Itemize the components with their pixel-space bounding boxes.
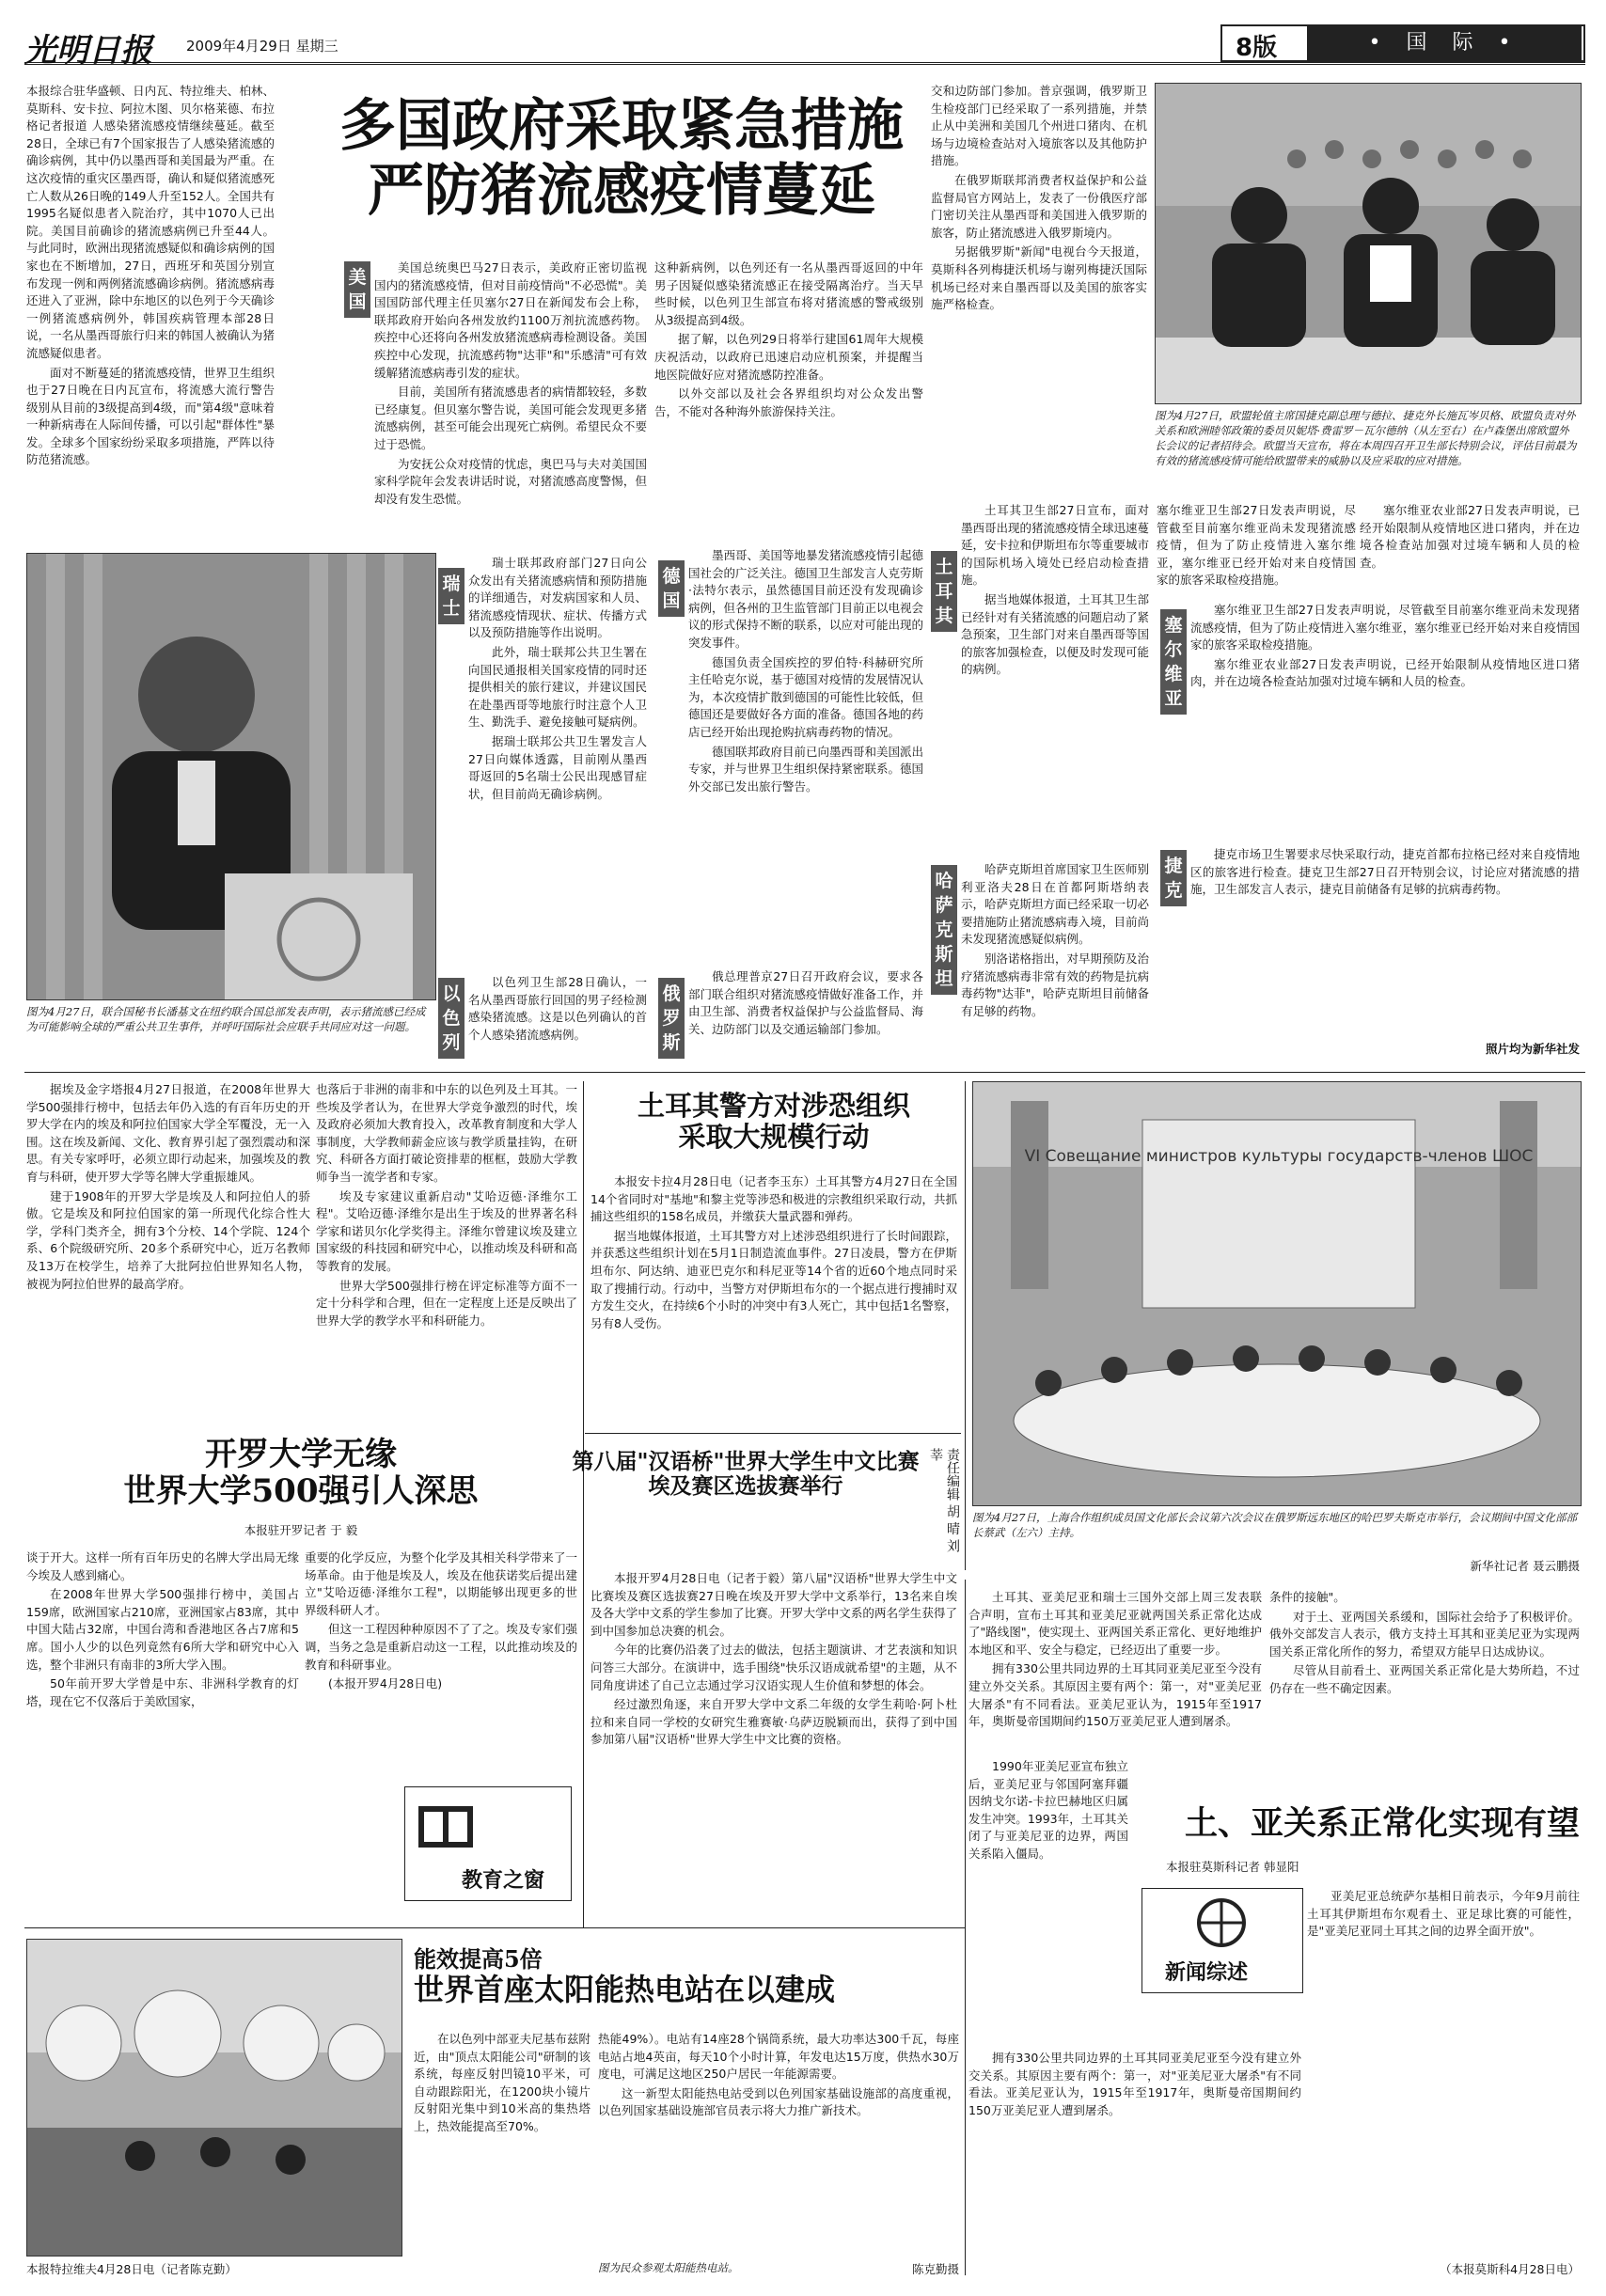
solar-column-2 — [598, 2031, 959, 2247]
israel-column — [468, 974, 647, 1062]
turkey-armenia-paragraph: 对于土、亚两国关系缓和，国际社会给予了积极评价。俄外交部发言人表示，俄方支持土耳其和亚美尼亚为实现两国关系正常化所作的努力，希望双方能早日达成协议。 — [1269, 1609, 1580, 1659]
tag-russia-text: 俄罗斯 — [662, 983, 681, 1053]
divider — [965, 1081, 966, 1570]
lead-paragraph: 塞尔维亚卫生部27日发表声明说，尽管截至目前塞尔维亚尚未发现猪流感疫情，但为了防止疫情进入塞尔维亚，塞尔维亚已经开始对来自疫情国家的旅客采取检疫措施。 — [1157, 503, 1356, 588]
cairo-paragraph: 也落后于非洲的南非和中东的以色列及土耳其。一些埃及学者认为，在世界大学竞争激烈的时代，埃及政府必须加大教育投入，改革教育制度和大学人事制度，大学教师薪金应该与教学质量挂钩，在研究、科研各方面打破论资排辈的框框，鼓励大学教师争当一流学者和专家。 — [316, 1082, 577, 1184]
tag-israel-text: 以色列 — [442, 983, 461, 1053]
solar-column-1 — [414, 2031, 590, 2247]
cairo-paragraph: 50年前开罗大学曾是中东、非洲科学教育的灯塔，现在它不仅落后于美欧国家， — [26, 1676, 299, 1708]
lead-paragraph: 在俄罗斯联邦消费者权益保护和公益监督局官方网站上，发表了一份俄医疗部门密切关注从墨西哥和美国进入俄罗斯的旅客，防止猪流感进入俄罗斯境内。 — [931, 172, 1147, 240]
chinese-bridge-headline — [564, 1450, 927, 1500]
solar-caption: 图为民众参观太阳能热电站。 — [598, 2261, 739, 2274]
sco-photo-credit: 新华社记者 聂云鹏摄 — [1470, 1559, 1580, 1573]
turkey-armenia-column-1 — [968, 1589, 1262, 1749]
cairo-column-3 — [305, 1549, 577, 1775]
lead-column-5 — [1157, 502, 1356, 600]
israel-paragraph: 以色列卫生部28日确认，一名从墨西哥旅行回国的男子经检测感染猪流感。这是以色列确认的首个人感染猪流感病例。 — [468, 975, 647, 1042]
turkey-police-headline — [590, 1091, 957, 1154]
cairo-byline: 本报驻开罗记者 于 毅 — [244, 1523, 358, 1537]
switzerland-paragraph: 据瑞士联邦公共卫生署发言人27日向媒体透露，目前刚从墨西哥返回的5名瑞士公民出现感冒症状，但目前尚无确诊病例。 — [468, 733, 647, 801]
page-tag — [1220, 24, 1585, 62]
chinese-bridge-paragraph: 今年的比赛仍沿袭了过去的做法，包括主题演讲、才艺表演和知识问答三大部分。在演讲中，选手围绕"快乐汉语成就希望"的主题，从不同角度讲述了自己立志通过学习汉语实现人生价值和梦想的体会。 — [590, 1643, 957, 1692]
divider — [24, 1927, 965, 1928]
solar-dateline: 本报特拉维夫4月28日电（记者陈克勤） — [26, 2262, 237, 2276]
section-name: • 国 际 • — [1307, 26, 1582, 60]
kazakhstan-paragraph: 哈萨克斯坦首席国家卫生医师别利亚洛夫28日在首都阿斯塔纳表示，哈萨克斯坦方面已经采取一切必要措施防止猪流感病毒入境，目前尚未发现猪流感疑似病例。 — [961, 862, 1149, 947]
tag-serbia — [1160, 609, 1187, 715]
chinese-bridge-paragraph: 经过激烈角逐，来自开罗大学中文系二年级的女学生莉哈·阿卜杜拉和来自同一学校的女研究生雅赛敏·乌萨迈脱颖而出，获得了到中国参加第八届"汉语桥"世界大学生中文比赛的资格。 — [590, 1697, 957, 1747]
tag-usa-text: 美国 — [348, 267, 367, 312]
tag-usa — [344, 261, 370, 318]
turkey-armenia-headline: 土、亚关系正常化实现有望 — [1184, 1804, 1580, 1843]
turkey-armenia-paragraph: 1990年亚美尼亚宣布独立后，亚美尼亚与邻国阿塞拜疆因纳戈尔诺-卡拉巴赫地区归属发生冲突。1993年，土耳其关闭了与亚美尼亚的边界，两国关系陷入僵局。 — [968, 1759, 1128, 1861]
turkey-armenia-column-3 — [968, 1758, 1128, 2040]
turkey-police-body — [590, 1173, 957, 1429]
turkey-police-headline-line1: 土耳其警方对涉恐组织 — [637, 1090, 910, 1122]
sco-meeting-photo — [972, 1081, 1582, 1506]
russia-continuation — [931, 83, 1147, 496]
divider — [965, 1580, 966, 2275]
germany-column — [688, 547, 923, 942]
cairo-headline — [113, 1437, 489, 1510]
tag-turkey-text: 土耳其 — [935, 557, 953, 626]
lead-paragraph: 这种新病例，以色列还有一名从墨西哥返回的中年男子因疑似感染猪流感正在接受隔离治疗。当天早些时候，以色列卫生部宣布将对猪流感的警戒级别从3级提高到4级。 — [654, 260, 923, 327]
switzerland-column — [468, 555, 647, 968]
lead-paragraph: 以外交部以及社会各界组织均对公众发出警告，不能对各种海外旅游保持关注。 — [654, 386, 923, 418]
cairo-paragraph: 在2008年世界大学500强排行榜中，美国占159席，欧洲国家占210席，亚洲国家占83席，其中中国大陆占32席，中国台湾和香港地区各占7席和5席。国小人少的以色列竟然有6所大学和研究中心入选，整个非洲只有南非的3所大学入围。 — [26, 1587, 299, 1672]
turkey-police-paragraph: 据当地媒体报道，土耳其警方对上述涉恐组织进行了长时间跟踪，并获悉这些组织计划在5月1日制造流血事件。27日凌晨，警方在伊斯坦布尔、阿达纳、迪亚巴克尔和科尼亚等14个省的近60个地点同时采取了搜捕行动。行动中，当警方对伊斯坦布尔的一个据点进行搜捕时双方发生交火，在持续6个小时的冲突中有3人死亡，其中包括1名警察，另有8人受伤。 — [590, 1228, 957, 1330]
germany-paragraph: 德国联邦政府目前已向墨西哥和美国派出专家，并与世界卫生组织保持紧密联系。德国外交部已发出旅行警告。 — [688, 744, 923, 794]
solar-paragraph: 在以色列中部亚夫尼基布兹附近，由"顶点太阳能公司"研制的该系统，每座反射凹镜10平米，可自动跟踪阳光，在1200块小镜片反射阳光集中到10米高的集热塔上，热效能提高至70%。 — [414, 2032, 590, 2133]
serbia-paragraph: 塞尔维亚卫生部27日发表声明说，尽管截至目前塞尔维亚尚未发现猪流感疫情，但为了防止疫情进入塞尔维亚，塞尔维亚已经开始对来自疫情国家的旅客采取检疫措施。 — [1190, 603, 1580, 653]
tag-switzerland-text: 瑞士 — [442, 574, 461, 619]
cairo-headline-line2: 世界大学500强引人深思 — [123, 1472, 479, 1511]
turkey-armenia-paragraph: 亚美尼亚总统萨尔基相日前表示，今年9月前往土耳其伊斯坦布尔观看土、亚足球比赛的可能性，是"亚美尼亚同土耳其之间的边界全面开放"。 — [1307, 1889, 1580, 1939]
education-window-logo — [404, 1786, 572, 1901]
sco-photo-caption: 图为4月27日，上海合作组织成员国文化部长会议第六次会议在俄罗斯远东地区的哈巴罗夫斯克市举行，会议期间中国文化部部长蔡武（左六）主持。 — [972, 1511, 1577, 1539]
kazakhstan-paragraph: 别洛诺格指出，对早期预防及治疗猪流感病毒非常有效的药物是抗病毒药物"达菲"，哈萨克斯坦目前储备有足够的药物。 — [961, 951, 1149, 1018]
photo-credit: 照片均为新华社发 — [1485, 1042, 1580, 1056]
ban-ki-moon-photo — [26, 553, 436, 1000]
chinese-bridge-headline-line2: 埃及赛区选拔赛举行 — [648, 1473, 843, 1500]
turkey-armenia-paragraph: 条件的接触"。 — [1269, 1590, 1346, 1604]
lead-column-3 — [654, 259, 923, 448]
kazakhstan-column — [961, 861, 1149, 1062]
cairo-paragraph: 世界大学500强排行榜在评定标准等方面不一定十分科学和合理，但在一定程度上还是反映出了世界大学的教学水平和科研能力。 — [316, 1278, 577, 1328]
czech-paragraph: 捷克市场卫生署要求尽快采取行动，捷克首都布拉格已经对来自疫情地区的旅客进行检查。捷克卫生部27日召开特别会议，讨论应对猪流感的措施，卫生部发言人表示，捷克目前储备有足够的抗病毒药物。 — [1190, 847, 1580, 897]
cairo-paragraph: 建于1908年的开罗大学是埃及人和阿拉伯人的骄傲。它是埃及和阿拉伯国家的第一所现代化综合性大学，学科门类齐全，拥有3个分校、14个学院、124个系、6个院级研究所、20多个系研究中心，近万名教师及13万在校学生，培养了大批阿拉伯世界知名人物，被视为阿拉伯世界的最高学府。 — [26, 1188, 310, 1291]
solar-credit: 陈克勤摄 — [911, 2262, 959, 2276]
book-icon — [415, 1801, 480, 1857]
ban-ki-moon-photo-image — [27, 554, 435, 999]
eu-press-photo-image — [1156, 84, 1581, 403]
turkey-armenia-dateline: （本报莫斯科4月28日电） — [1440, 2262, 1580, 2276]
tag-israel — [438, 978, 464, 1059]
cairo-paragraph: 谈于开大。这样一所有百年历史的名牌大学出局无缘今埃及人感到痛心。 — [26, 1550, 299, 1582]
usa-column — [374, 259, 647, 542]
germany-paragraph: 墨西哥、美国等地暴发猪流感疫情引起德国社会的广泛关注。德国卫生部发言人克劳斯·法特尔表示，虽然德国目前还没有发现确诊病例，但各州的卫生监管部门目前正以电视会议的形式保持不断的联系，以应对可能出现的突发事件。 — [688, 548, 923, 650]
solar-headline-line1: 能效提高5倍 — [414, 1945, 543, 1973]
eu-press-photo — [1155, 83, 1582, 404]
tag-czech-text: 捷克 — [1164, 856, 1183, 901]
switzerland-paragraph: 瑞士联邦政府部门27日向公众发出有关猪流感病情和预防措施的详细通告，对发病国家和人员、猪流感疫情现状、症状、传播方式以及预防措施等作出说明。 — [468, 556, 647, 640]
news-review-logo — [1142, 1888, 1303, 1993]
turkey-column — [961, 502, 1149, 856]
usa-paragraph: 美国总统奥巴马27日表示，美政府正密切监视国内的猪流感疫情，但对目前疫情尚"不必恐慌"。美国国防部代理主任贝塞尔27日在新闻发布会上称，联邦政府开始向各州发放约1100万剂抗流感药物。疾控中心还将向各州发放猪流感病毒检测设备。美国疾控中心发现，抗流感药物"达菲"和"乐感清"可有效缓解猪流感病毒引发的症状。 — [374, 260, 647, 380]
turkey-armenia-column-4 — [1307, 1888, 1580, 2245]
turkey-armenia-column-2 — [1269, 1589, 1580, 1800]
responsible-editor: 责任编辑 胡 晴 刘 莘 — [928, 1448, 960, 1553]
news-review-text: 新闻综述 — [1165, 1960, 1249, 1985]
turkey-armenia-column-5 — [968, 2050, 1301, 2247]
solar-paragraph: 热能49%）。电站有14座28个锅筒系统，最大功率达300千瓦，每座电站占地4英亩，每天10个小时计算，年发电达15万度，供热水30万度电，可满足这地区250户居民一年能源需要。 — [598, 2032, 959, 2082]
masthead — [24, 24, 1585, 70]
cairo-paragraph: (本报开罗4月28日电) — [328, 1676, 443, 1691]
chinese-bridge-paragraph: 本报开罗4月28日电（记者于毅）第八届"汉语桥"世界大学生中文比赛埃及赛区选拔赛27日晚在埃及开罗大学中文系举行，13名来自埃及各大学中文系的学生参加了比赛。开罗大学中文系的两名学生获得了到中国参加总决赛的机会。 — [590, 1571, 957, 1638]
germany-paragraph: 德国负责全国疾控的罗伯特·科赫研究所主任哈克尔说，基于德国对疫情的发展情况认为，本次疫情扩散到德国的可能性比较低，但德国还是要做好各方面的准备。德国各地的药店已经开始出现抢购抗病毒药物的情况。 — [688, 654, 923, 739]
russia-paragraph: 俄总理普京27日召开政府会议，要求各部门联合组织对猪流感疫情做好准备工作，并由卫生部、消费者权益保护与公益监督局、海关、边防部门以及交通运输部门参加。 — [688, 969, 923, 1036]
solar-station-photo-image — [27, 1940, 402, 2256]
lead-headline — [278, 94, 965, 224]
usa-paragraph: 为安抚公众对疫情的忧虑，奥巴马与夫对美国国家科学院年会发表讲话时说，对猪流感高度警惕，但却没有发生恐慌。 — [374, 456, 647, 506]
divider — [24, 1072, 1585, 1073]
eu-photo-caption: 图为4月27日，欧盟轮值主席国捷克副总理与德拉、捷克外长施瓦岑贝格、欧盟负责对外关系和欧洲睦邻政策的委员贝妮塔·费雷罗－瓦尔德纳（从左至右）在卢森堡出席欧盟外长会议的记者招待会。欧盟当天宣布，将在本周四召开卫生部长特别会议，评估目前最为有效的猪流感疫情可能给欧盟带来的威胁以及应采取的应对措施。 — [1155, 409, 1577, 467]
cairo-paragraph: 据埃及金字塔报4月27日报道，在2008年世界大学500强排行榜中，包括去年仍入选的有百年历史的开罗大学在内的埃及和阿拉伯国家大学全军覆没，无一入围。这在埃及新闻、文化、教育界引起了强烈震动和深思。有关专家呼吁，必须立即行动起来，加强埃及的教育与科研，使开罗大学等名牌大学重振雄风。 — [26, 1082, 310, 1184]
cairo-paragraph: 重要的化学反应，为整个化学及其相关科学带来了一场革命。由于他是埃及人，埃及在他获诺奖后提出建立"艾哈迈德·泽维尔工程"，以期能够出现更多的世界级科研人才。 — [305, 1550, 577, 1617]
issue-date: 2009年4月29日 星期三 — [186, 38, 339, 55]
lead-intro-text-2: 面对不断蔓延的猪流感疫情，世界卫生组织也于27日晚在日内瓦宣布，将流感大流行警告级别从目前的3级提高到4级，而"第4级"意味着一种新病毒在人际间传播，可以引起"群体性"暴发。全球多个国家纷纷采取多项措施，严阵以待防范猪流感。 — [26, 365, 275, 467]
cairo-paragraph: 但这一工程因种种原因不了了之。埃及专家们强调，当务之急是重新启动这一工程，以此推动埃及的教育和科研事业。 — [305, 1622, 577, 1672]
russia-column — [688, 968, 923, 1062]
lead-headline-line1: 多国政府采取紧急措施 — [339, 93, 904, 159]
paper-name: 光明日报 — [24, 32, 152, 70]
solar-headline — [414, 1946, 959, 2006]
lead-headline-line2: 严防猪流感疫情蔓延 — [368, 158, 875, 224]
cairo-paragraph: 埃及专家建议重新启动"艾哈迈德·泽维尔工程"。艾哈迈德·泽维尔是出生于埃及的世界著名科学家和诺贝尔化学奖得主。泽维尔曾建议埃及建立国家级的科技园和研究中心，以推动埃及科研和高等教育的发展。 — [316, 1188, 577, 1273]
tag-kazakhstan-text: 哈萨克斯坦 — [935, 871, 953, 989]
chinese-bridge-headline-line1: 第八届"汉语桥"世界大学生中文比赛 — [572, 1449, 920, 1474]
lead-intro — [26, 83, 275, 542]
turkey-armenia-paragraph: 尽管从目前看土、亚两国关系正常化是大势所趋，不过仍存在一些不确定因素。 — [1269, 1663, 1580, 1695]
solar-paragraph: 这一新型太阳能热电站受到以色列国家基础设施部的高度重视，以色列国家基础设施部官员表示将大力推广新技术。 — [598, 2085, 959, 2118]
tag-germany-text: 德国 — [662, 566, 681, 611]
tag-russia — [658, 978, 685, 1059]
turkey-armenia-paragraph: 拥有330公里共同边界的土耳其同亚美尼亚至今没有建立外交关系。其原因主要有两个：第一，对"亚美尼亚大屠杀"有不同看法。亚美尼亚认为，1915年至1917年，奥斯曼帝国期间约150万亚美尼亚人遭到屠杀。 — [968, 1661, 1262, 1729]
turkey-armenia-byline: 本报驻莫斯科记者 韩显阳 — [1166, 1860, 1299, 1874]
solar-headline-line2: 世界首座太阳能热电站在以建成 — [414, 1971, 836, 2007]
switzerland-paragraph: 此外，瑞士联邦公共卫生署在向国民通报相关国家疫情的同时还提供相关的旅行建议，并建议国民在赴墨西哥等地旅行时注意个人卫生、勤洗手、避免接触可疑病例。 — [468, 644, 647, 730]
turkey-police-headline-line2: 采取大规模行动 — [678, 1121, 870, 1154]
ban-photo-caption: 图为4月27日，联合国秘书长潘基文在纽约联合国总部发表声明，表示猪流感已经成为可能影响全球的严重公共卫生事件，并呼吁国际社会应联手共同应对这一问题。 — [26, 1005, 426, 1033]
turkey-paragraph: 据当地媒体报道，土耳其卫生部已经针对有关猪流感的问题启动了紧急预案，卫生部门对来自墨西哥等国的旅客加强检查，以便及时发现可能的病例。 — [961, 591, 1149, 677]
divider — [583, 1081, 584, 1927]
turkey-armenia-paragraph: 拥有330公里共同边界的土耳其同亚美尼亚至今没有建立外交关系。其原因主要有两个：第一，对"亚美尼亚大屠杀"有不同看法。亚美尼亚认为，1915年至1917年，奥斯曼帝国期间约150万亚美尼亚人遭到屠杀。 — [968, 2051, 1301, 2117]
lead-paragraph: 另据俄罗斯"新闻"电视台今天报道，莫斯科各列梅捷沃机场与谢列梅捷沃国际机场已经对来自墨西哥以及美国的旅客实施严格检查。 — [931, 244, 1147, 312]
turkey-armenia-paragraph: 土耳其、亚美尼亚和瑞士三国外交部上周三发表联合声明，宣布土耳其和亚美尼亚就两国关系正常化达成了"路线图"，使实现土、亚两国关系正常化、更好地维护本地区和平、安全与稳定，已经迈出了重要一步。 — [968, 1590, 1262, 1657]
tag-switzerland — [438, 568, 464, 624]
lead-paragraph: 塞尔维亚农业部27日发表声明说，已经开始限制从疫情地区进口猪肉，并在边境各检查站加强对过境车辆和人员的检查。 — [1360, 503, 1580, 570]
tag-germany — [658, 560, 685, 617]
lead-column-6 — [1360, 502, 1580, 600]
lead-paragraph: 据了解，以色列29日将举行建国61周年大规模庆祝活动，以政府已迅速启动应机预案，并提醒当地医院做好应对猪流感防控准备。 — [654, 332, 923, 382]
lead-paragraph: 交和边防部门参加。普京强调，俄罗斯卫生检疫部门已经采取了一系列措施，并禁止从中美洲和美国几个州进口猪肉、在机场与边境检查站对入境旅客以及其他防护措施。 — [931, 84, 1147, 168]
education-window-text: 教育之窗 — [462, 1868, 545, 1893]
serbia-paragraph: 塞尔维亚农业部27日发表声明说，已经开始限制从疫情地区进口猪肉，并在边境各检查站加强对过境车辆和人员的检查。 — [1190, 656, 1580, 689]
globe-icon — [1193, 1895, 1250, 1951]
czech-column — [1190, 846, 1580, 1034]
tag-turkey — [931, 551, 957, 632]
lead-intro-text: 本报综合驻华盛顿、日内瓦、特拉维夫、柏林、莫斯科、安卡拉、阿拉木图、贝尔格莱德、布拉格记者报道 人感染猪流感疫情继续蔓延。截至28日，全球已有7个国家报告了人感染猪流感的确诊病例，其中仍以墨西哥和美国最为严重。在这次疫情的重灾区墨西哥，确认和疑似猪流感死亡人数从26日晚的149人升至152人。全国共有1995名疑似患者入院治疗，其中1070人已出院。美国目前确诊的猪流感病例已升至44人。与此同时，欧洲出现猪流感疑似和确诊病例的国家也在不断增加，27日，西班牙和英国分别宣布发现一例和两例猪流感确诊病例。猪流感病毒还进入了亚洲，除中东地区的以色列于今天确诊一例猪流感病例外，韩国疾病管理本部28日说，一名从墨西哥旅行归来的韩国人被确认为猪流感疑似患者。 — [26, 84, 275, 360]
cairo-column-2 — [316, 1081, 577, 1427]
sco-meeting-photo-image — [973, 1082, 1581, 1505]
cairo-intro — [26, 1081, 310, 1435]
turkey-police-paragraph: 本报安卡拉4月28日电（记者李玉东）土耳其警方4月27日在全国14个省同时对"基地"和黎主党等涉恐和极进的宗教组织采取行动，共抓捕这些组织的158名成员，并缴获大量武器和弹药。 — [590, 1174, 957, 1224]
divider — [585, 1433, 961, 1434]
tag-czech — [1160, 850, 1187, 906]
tag-kazakhstan — [931, 865, 957, 995]
chinese-bridge-body — [590, 1570, 957, 1918]
cairo-headline-line1: 开罗大学无缘 — [205, 1436, 397, 1473]
solar-station-photo — [26, 1939, 402, 2257]
sco-banner-text: VI Совещание министров культуры государств-членов ШОС — [1024, 1147, 1534, 1166]
serbia-column — [1190, 602, 1580, 837]
page-number: 8版 — [1236, 34, 1278, 62]
usa-paragraph: 目前，美国所有猪流感患者的病情都较轻，多数已经康复。但贝塞尔警告说，美国可能会发现更多猪流感病例，甚至可能会出现死亡病例。希望民众不要过于恐慌。 — [374, 385, 647, 451]
turkey-paragraph: 土耳其卫生部27日宣布，面对墨西哥出现的猪流感疫情全球迅速蔓延，安卡拉和伊斯坦布尔等重要城市的国际机场入境处已经启动检查措施。 — [961, 503, 1149, 588]
tag-serbia-text: 塞尔维亚 — [1164, 615, 1183, 709]
cairo-column-after — [26, 1549, 299, 1916]
